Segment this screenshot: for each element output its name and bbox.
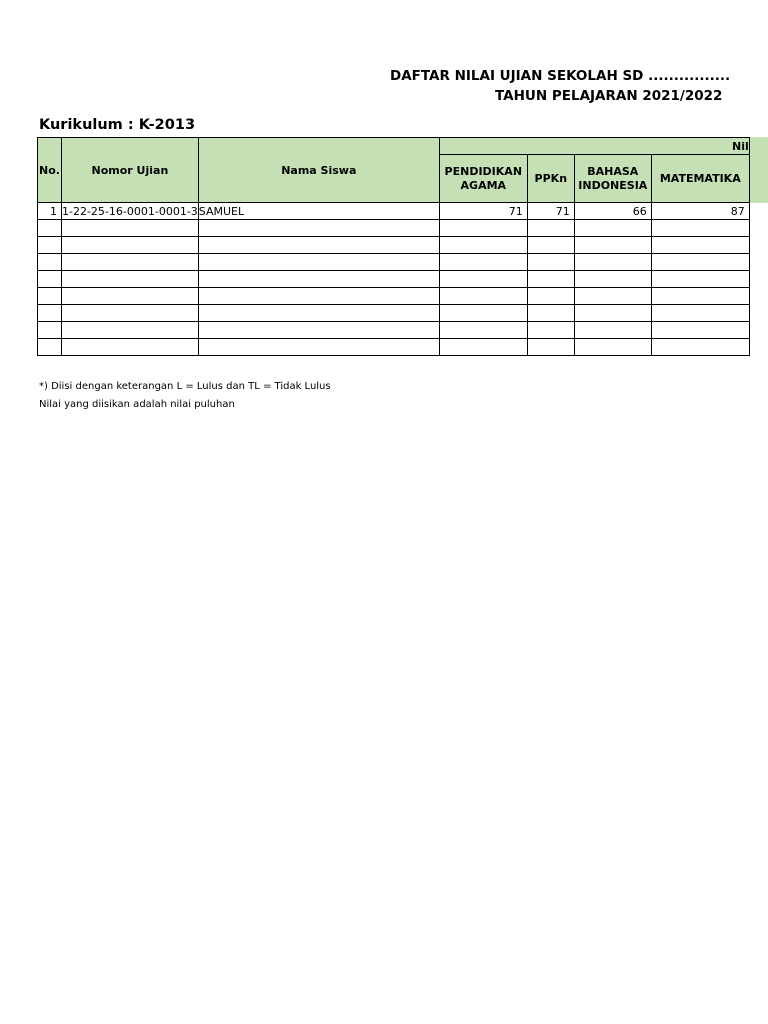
score-indonesian: 66 [574, 203, 651, 220]
empty-cell [527, 237, 574, 254]
empty-cell [574, 237, 651, 254]
empty-cell [439, 237, 527, 254]
empty-cell [38, 237, 62, 254]
header-student-name: Nama Siswa [198, 138, 439, 203]
empty-cell [62, 220, 199, 237]
empty-cell [38, 322, 62, 339]
curriculum-label: Kurikulum : K-2013 [39, 117, 196, 133]
empty-cell [651, 339, 749, 356]
empty-cell [439, 339, 527, 356]
header-subject-ppkn: PPKn [527, 155, 574, 203]
empty-cell [574, 288, 651, 305]
empty-cell [574, 220, 651, 237]
empty-cell [439, 271, 527, 288]
empty-cell [198, 322, 439, 339]
empty-cell [62, 254, 199, 271]
empty-cell [574, 254, 651, 271]
empty-cell [198, 237, 439, 254]
empty-cell [651, 237, 749, 254]
table-row-empty [38, 322, 750, 339]
empty-cell [527, 339, 574, 356]
empty-cell [651, 220, 749, 237]
empty-cell [651, 305, 749, 322]
header-no: No. [38, 138, 62, 203]
score-religion: 71 [439, 203, 527, 220]
empty-cell [439, 254, 527, 271]
empty-cell [198, 288, 439, 305]
exam-number: 1-22-25-16-0001-0001-3 [62, 204, 198, 218]
footnote-pass-fail: *) Diisi dengan keterangan L = Lulus dan TL = Tidak Lulus [39, 381, 331, 392]
empty-cell [527, 322, 574, 339]
empty-cell [198, 271, 439, 288]
empty-cell [62, 271, 199, 288]
empty-cell [439, 322, 527, 339]
empty-cell [574, 322, 651, 339]
header-exam-number: Nomor Ujian [62, 138, 199, 203]
empty-cell [439, 305, 527, 322]
empty-cell [527, 305, 574, 322]
empty-cell [527, 288, 574, 305]
empty-cell [439, 288, 527, 305]
empty-cell [62, 237, 199, 254]
empty-cell [651, 288, 749, 305]
empty-cell [198, 254, 439, 271]
empty-cell [574, 305, 651, 322]
table-row-empty [38, 288, 750, 305]
table-row-empty [38, 271, 750, 288]
empty-cell [38, 254, 62, 271]
header-subject-math: MATEMATIKA [651, 155, 749, 203]
report-subtitle: TAHUN PELAJARAN 2021/2022 [495, 88, 723, 104]
empty-cell [527, 271, 574, 288]
table-row [38, 203, 750, 220]
empty-cell [651, 271, 749, 288]
table-row-empty [38, 237, 750, 254]
report-title: DAFTAR NILAI UJIAN SEKOLAH SD ................ [390, 68, 731, 84]
header-subject-indonesian: BAHASA INDONESIA [574, 155, 651, 203]
empty-cell [198, 220, 439, 237]
empty-cell [574, 271, 651, 288]
table-row-empty [38, 339, 750, 356]
table-row-empty [38, 305, 750, 322]
empty-cell [574, 339, 651, 356]
empty-cell [527, 254, 574, 271]
footnote-score-format: Nilai yang diisikan adalah nilai puluhan [39, 399, 235, 410]
empty-cell [62, 339, 199, 356]
empty-cell [38, 339, 62, 356]
header-grades-group: Nil [439, 138, 749, 155]
empty-cell [198, 305, 439, 322]
score-ppkn: 71 [527, 203, 574, 220]
table-body [38, 203, 750, 356]
table-row-empty [38, 220, 750, 237]
empty-cell [651, 254, 749, 271]
empty-cell [38, 288, 62, 305]
header-subject-religion: PENDIDIKAN AGAMA [439, 155, 527, 203]
empty-cell [651, 322, 749, 339]
table-row-empty [38, 254, 750, 271]
empty-cell [439, 220, 527, 237]
header-fill-extension [748, 137, 768, 203]
empty-cell [38, 305, 62, 322]
row-number: 1 [38, 203, 62, 220]
empty-cell [38, 271, 62, 288]
empty-cell [62, 288, 199, 305]
empty-cell [527, 220, 574, 237]
empty-cell [62, 322, 199, 339]
score-math: 87 [651, 203, 749, 220]
empty-cell [198, 339, 439, 356]
empty-cell [62, 305, 199, 322]
grades-table [37, 137, 750, 356]
empty-cell [38, 220, 62, 237]
student-name: SAMUEL [198, 203, 439, 220]
